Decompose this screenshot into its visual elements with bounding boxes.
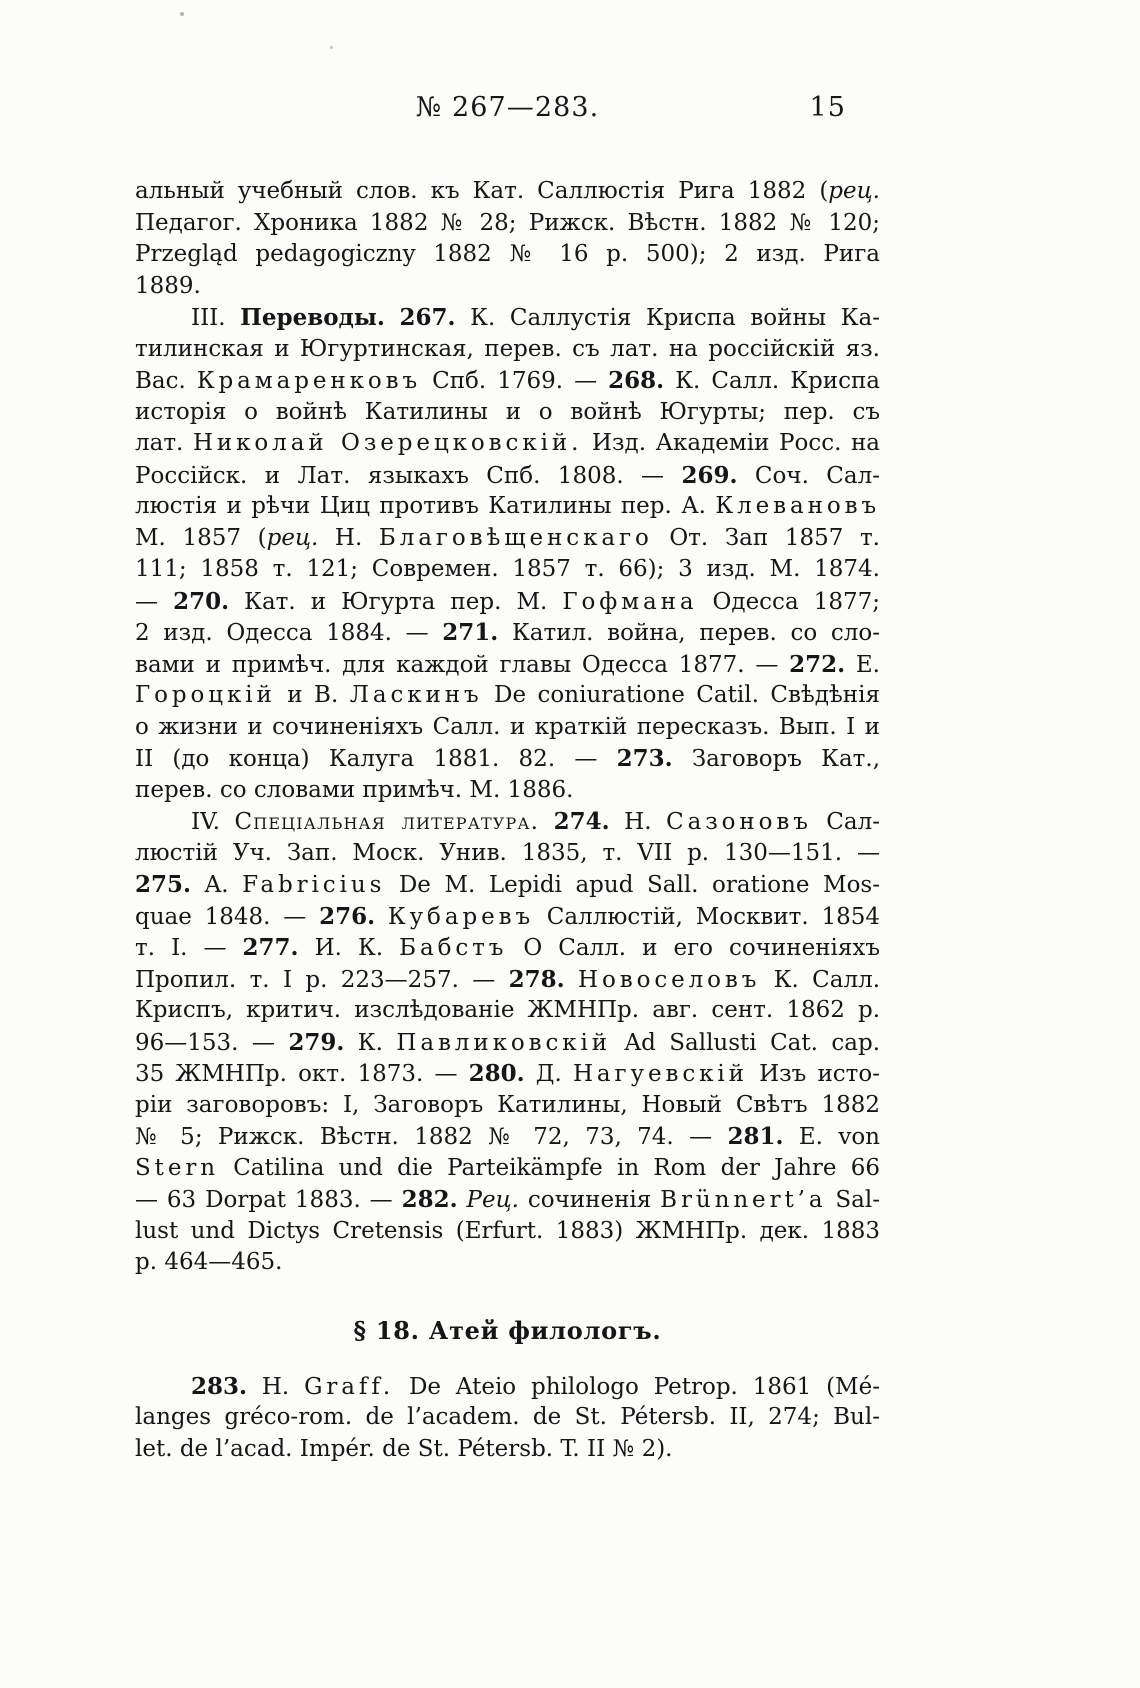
entry-number: 267. bbox=[399, 304, 456, 331]
text-line bbox=[135, 964, 880, 996]
author-name: Благовѣщенскаго bbox=[378, 524, 653, 551]
paragraph bbox=[135, 1371, 880, 1466]
text-line bbox=[135, 1153, 880, 1185]
text-segment: IV. bbox=[191, 809, 235, 835]
text-line bbox=[135, 397, 880, 429]
text-segment: альный учебный слов. къ Кат. Саллюстія Рига 1882 ( bbox=[135, 178, 829, 204]
text-segment: Е. bbox=[845, 651, 880, 678]
text-line bbox=[135, 1371, 880, 1403]
text-line bbox=[135, 491, 880, 523]
text-line bbox=[135, 1058, 880, 1090]
text-line bbox=[135, 932, 880, 964]
text-line bbox=[135, 712, 880, 744]
paragraph bbox=[135, 806, 880, 1279]
text-segment: От. Зап 1857 т. bbox=[652, 524, 880, 551]
entry-number: 277. bbox=[242, 934, 299, 961]
entry-range: № 267—283. bbox=[415, 92, 600, 123]
text-segment: Заговоръ Кат., bbox=[672, 746, 881, 772]
author-name: Новоселовъ bbox=[578, 966, 761, 993]
text-segment: De Ateio philologo Petrop. 1861 (Mé- bbox=[394, 1373, 880, 1400]
text-segment: H. bbox=[247, 1373, 305, 1400]
text-segment: — 63 Dorpat 1883. — bbox=[135, 1187, 402, 1213]
text-segment: Catilina und die Parteikämpfe in Rom der Jahre 66 bbox=[218, 1154, 880, 1181]
text-segment: p. 464—465. bbox=[135, 1249, 283, 1275]
text-segment: К. Салл. bbox=[760, 966, 881, 993]
text-segment bbox=[375, 904, 388, 930]
page-header bbox=[135, 92, 880, 124]
author-name: Fabricius bbox=[242, 872, 386, 898]
text-segment: М. 1857 ( bbox=[135, 524, 267, 551]
entry-number: 268. bbox=[608, 367, 665, 394]
author-name: Павликовскій bbox=[396, 1029, 612, 1056]
entry-number: 270. bbox=[173, 587, 230, 615]
entry-number: 281. bbox=[727, 1123, 784, 1150]
text-line bbox=[135, 869, 880, 901]
text-line bbox=[135, 523, 880, 555]
text-segment: Ad Sallusti Cat. cap. bbox=[611, 1029, 881, 1056]
text-line bbox=[135, 743, 880, 775]
text-line bbox=[135, 1121, 880, 1153]
text-segment: сочиненія bbox=[518, 1187, 661, 1213]
entry-number: 280. bbox=[468, 1060, 525, 1087]
paragraph bbox=[135, 302, 880, 806]
text-line bbox=[135, 775, 880, 807]
entry-number: 279. bbox=[288, 1028, 345, 1056]
text-segment: люстія и рѣчи Циц противъ Катилины пер. А. bbox=[135, 493, 716, 519]
entry-number: 275. bbox=[135, 871, 192, 898]
text-segment: лат. bbox=[135, 430, 193, 456]
entry-number: 276. bbox=[319, 902, 376, 930]
text-line bbox=[135, 995, 880, 1027]
author-name: Гофмана bbox=[562, 588, 698, 615]
text-line bbox=[135, 838, 880, 870]
page-number: 15 bbox=[809, 92, 846, 123]
entry-number: 271. bbox=[442, 619, 499, 646]
author-name: Николай Озерецковскій. bbox=[192, 430, 583, 456]
entry-number: 274. bbox=[553, 808, 610, 835]
text-segment: Педагог. Хроника 1882 № 28; Рижск. Вѣстн. 1882 № 120; bbox=[135, 209, 880, 236]
author-name: Крамаренковъ bbox=[196, 368, 422, 394]
text-segment bbox=[385, 305, 400, 331]
text-segment: тилинская и Югуртинская, перев. съ лат. на россійскій яз. bbox=[135, 335, 880, 362]
entry-number: 282. bbox=[401, 1186, 458, 1213]
text-segment: люстій Уч. Зап. Моск. Унив. 1835, т. VII p. 130—151. — bbox=[135, 839, 880, 866]
text-segment: К. Салл. Криспа bbox=[664, 368, 880, 394]
entry-number: Переводы. bbox=[240, 304, 385, 331]
text-segment: ріи заговоровъ: I, Заговоръ Катилины, Новый Свѣтъ 1882 bbox=[135, 1091, 880, 1118]
text-line bbox=[135, 428, 880, 460]
text-segment: т. I. — bbox=[135, 935, 243, 961]
text-segment: Соч. Сал- bbox=[737, 462, 880, 489]
text-segment: Катил. война, перев. со сло- bbox=[498, 620, 880, 646]
entry-number: 278. bbox=[508, 965, 565, 993]
text-segment: Н. bbox=[318, 524, 379, 551]
text-segment: О Салл. и его сочиненіяхъ bbox=[507, 935, 880, 961]
text-segment: 96—153. — bbox=[135, 1029, 289, 1056]
text-segment: Н. bbox=[609, 809, 667, 835]
text-segment: Криспъ, критич. изслѣдованіе ЖМНПр. авг. сент. 1862 p. bbox=[135, 997, 880, 1023]
entry-number: 272. bbox=[789, 650, 846, 678]
text-line bbox=[135, 1090, 880, 1122]
text-segment: К. bbox=[344, 1029, 397, 1056]
author-name: Кубаревъ bbox=[387, 903, 534, 930]
text-segment: 111; 1858 т. 121; Современ. 1857 т. 66); 3 изд. М. 1874. bbox=[135, 556, 880, 582]
text-segment: 35 ЖМНПр. окт. 1873. — bbox=[135, 1061, 469, 1087]
text-line bbox=[135, 586, 880, 618]
text-segment: Саллюстій, Москвит. 1854 bbox=[534, 903, 881, 930]
entry-number: 283. bbox=[191, 1372, 248, 1400]
author-name: Ласкинъ bbox=[349, 682, 483, 708]
text-line bbox=[135, 239, 880, 271]
italic-text: рец. bbox=[266, 524, 319, 551]
section-heading: § 18. Атей филологъ. bbox=[353, 1315, 662, 1345]
text-segment: III. bbox=[191, 305, 241, 331]
text-segment: исторія о войнѣ Катилины и о войнѣ Югурты; пер. съ bbox=[135, 398, 880, 425]
text-segment: De coniuratione Catil. Свѣдѣнія bbox=[482, 682, 880, 708]
author-name: Нагуевскій bbox=[572, 1061, 748, 1087]
text-segment: Przegląd pedagogiczny 1882 № 16 p. 500); 2 изд. Рига bbox=[135, 241, 880, 267]
text-segment: Сал- bbox=[811, 809, 881, 835]
text-line bbox=[135, 1184, 880, 1216]
text-segment: Спб. 1769. — bbox=[421, 368, 609, 394]
text-segment: № 5; Рижск. Вѣстн. 1882 № 72, 73, 74. — bbox=[135, 1124, 728, 1150]
text-segment: И. К. bbox=[298, 935, 400, 961]
text-block bbox=[135, 176, 880, 1465]
text-line bbox=[135, 554, 880, 586]
text-segment: Одесса 1877; bbox=[697, 588, 880, 615]
text-segment: 1889. bbox=[135, 272, 201, 299]
text-line bbox=[135, 334, 880, 366]
text-line bbox=[135, 1027, 880, 1059]
text-line bbox=[135, 649, 880, 681]
italic-text: Рец. bbox=[466, 1187, 519, 1213]
paragraph bbox=[135, 176, 880, 302]
italic-text: рец. bbox=[828, 178, 880, 204]
entry-number: 273. bbox=[616, 745, 673, 772]
text-segment: Sal- bbox=[826, 1187, 880, 1213]
text-line bbox=[135, 680, 880, 712]
text-segment: quae 1848. — bbox=[135, 903, 320, 930]
text-segment: перев. со словами примѣч. М. 1886. bbox=[135, 776, 574, 803]
text-line bbox=[135, 1402, 880, 1434]
text-line bbox=[135, 460, 880, 492]
text-segment: вами и примѣч. для каждой главы Одесса 1877. — bbox=[135, 651, 790, 678]
text-segment: Вас. bbox=[135, 368, 197, 394]
text-segment: De M. Lepidi apud Sall. oratione Mos- bbox=[385, 872, 880, 898]
text-segment: E. von bbox=[783, 1124, 880, 1150]
text-segment: A. bbox=[191, 872, 243, 898]
text-line bbox=[135, 901, 880, 933]
text-line bbox=[135, 176, 880, 208]
text-segment: о жизни и сочиненіяхъ Салл. и краткій пересказъ. Вып. I и bbox=[135, 713, 880, 740]
author-name: Сазоновъ bbox=[666, 809, 812, 835]
text-line bbox=[135, 208, 880, 240]
author-name: Гороцкій bbox=[135, 682, 276, 708]
text-segment bbox=[539, 809, 554, 835]
text-segment: Изд. Академіи Росс. на bbox=[582, 430, 881, 456]
text-line bbox=[135, 1247, 880, 1279]
text-line bbox=[135, 365, 880, 397]
text-segment bbox=[458, 1187, 467, 1213]
text-segment: Пропил. т. I p. 223—257. — bbox=[135, 966, 509, 993]
text-segment: Изъ исто- bbox=[747, 1061, 880, 1087]
text-segment: langes gréco-rom. de l’academ. de St. Pétersb. II, 274; Bul- bbox=[135, 1404, 880, 1430]
text-segment: 2 изд. Одесса 1884. — bbox=[135, 620, 443, 646]
text-segment: К. Саллустія Криспа войны Ка- bbox=[455, 305, 880, 331]
author-name: Бабстъ bbox=[399, 935, 508, 961]
author-name: Stern bbox=[135, 1154, 219, 1181]
text-segment: lust und Dictys Cretensis (Erfurt. 1883) ЖМНПр. дек. 1883 bbox=[135, 1217, 880, 1244]
text-line bbox=[135, 1216, 880, 1248]
text-line bbox=[135, 1434, 880, 1466]
text-line bbox=[135, 302, 880, 334]
author-name: Клевановъ bbox=[715, 493, 880, 519]
text-segment: Кат. и Югурта пер. М. bbox=[229, 588, 563, 615]
text-segment: — bbox=[135, 588, 174, 615]
text-segment: II (до конца) Калуга 1881. 82. — bbox=[135, 746, 617, 772]
text-segment: и В. bbox=[275, 682, 350, 708]
text-segment bbox=[565, 967, 578, 993]
author-name: Brünnert’a bbox=[660, 1187, 827, 1213]
text-segment: Д. bbox=[524, 1061, 573, 1087]
smallcaps-heading: Спеціальная литература. bbox=[234, 809, 540, 835]
text-segment: Россійск. и Лат. языкахъ Спб. 1808. — bbox=[135, 462, 682, 489]
text-line bbox=[135, 806, 880, 838]
text-line bbox=[135, 617, 880, 649]
entry-number: 269. bbox=[681, 461, 738, 489]
author-name: Graff. bbox=[304, 1373, 395, 1400]
text-segment: let. de l’acad. Impér. de St. Pétersb. T. II № 2). bbox=[135, 1435, 673, 1462]
text-line bbox=[135, 271, 880, 303]
